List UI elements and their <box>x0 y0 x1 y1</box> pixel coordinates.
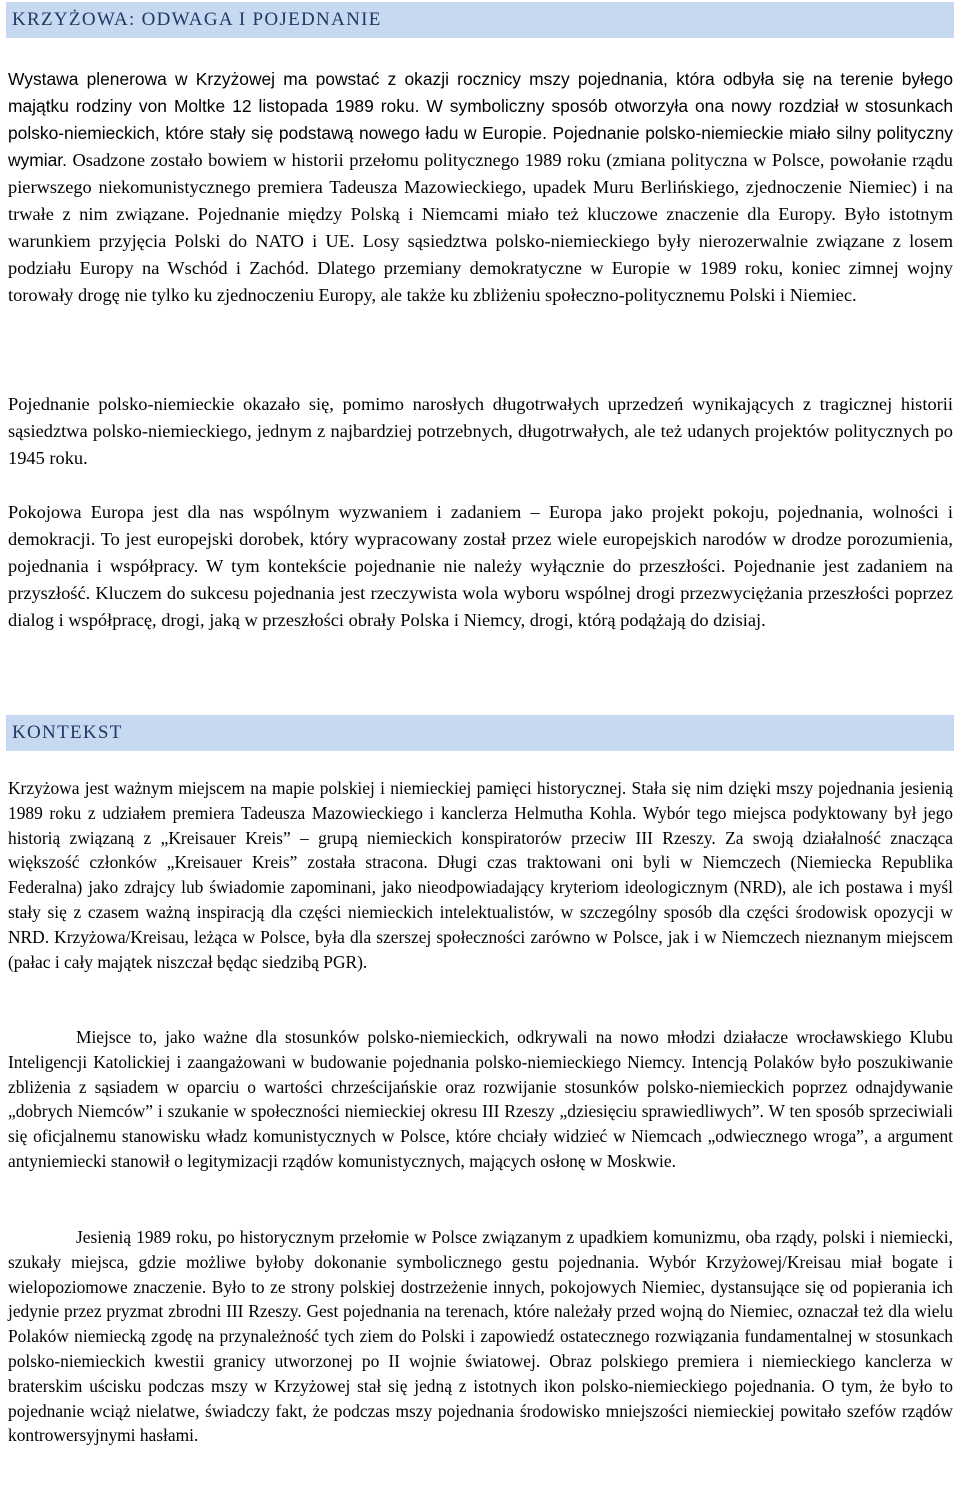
intro-sans-text: Wystawa plenerowa w Krzyżowej ma powstać z okazji rocznicy mszy pojednania, która odbyła się na terenie byłego majątku rodziny von Moltke 12 listopada 1989 roku. W symboliczny sposób otworzyła ona nowy rozdział w stosunkach polsko-niemieckich, które stały się podstawą nowego ładu w Europie. Pojednanie polsko-niemieckie miało silny polityczny wymiar. <box>8 69 953 170</box>
section-title: KRZYŻOWA: ODWAGA I POJEDNANIE <box>12 9 382 30</box>
context-paragraph-3: Jesienią 1989 roku, po historycznym przełomie w Polsce związanym z upadkiem komunizmu, oba rządy, polski i niemiecki, szukały miejsca, gdzie możliwe byłoby dokonanie symbolicznego gestu pojednania. Wybór Krzyżowej/Kreisau miał bogate i wielopoziomowe znaczenie. Było to ze strony polskiej dostrzeżenie innych, pokojowych Niemiec, dystansujące się od popierania ich jedynie przez pryzmat zbrodni III Rzeszy. Gest pojednania na terenach, które należały przed wojną do Niemiec, oznaczał też dla wielu Polaków niemiecką zgodę na przynależność tych ziem do Polski i zapowiedź ostatecznego rozwiązania fundamentalnej w stosunkach polsko-niemieckich kwestii granicy utworzonej po II wojnie światowej. Obraz polskiego premiera i niemieckiego kanclerza w braterskim uścisku podczas mszy w Krzyżowej stał się jedną z istotnych ikon polsko-niemieckiego pojednania. O tym, że było to pojednanie wciąż nielatwe, świadczy fakt, że podczas mszy pojednania środowisko mniejszości niemieckiej powitało szefów rządów kontrowersyjnymi hasłami. <box>8 1227 953 1446</box>
section-banner-title <box>6 2 954 38</box>
intro-serif-text: Osadzone zostało bowiem w historii przełomu politycznego 1989 roku (zmiana polityczna w Polsce, powołanie rządu pierwszego niekomunistycznego premiera Tadeusza Mazowieckiego, upadek Muru Berlińskiego, zjednoczenie Niemiec) i na trwałe z nim związane. Pojednanie między Polską i Niemcami miało też kluczowe znaczenie dla Europy. Było istotnym warunkiem przyjęcia Polski do NATO i UE. Losy sąsiedztwa polsko-niemieckiego były nierozerwalnie związane z losem podziału Europy na Wschód i Zachód. Dlatego przemiany demokratyczne w Europie w 1989 roku, koniec zimnej wojny torowały drogę nie tylko ku zjednoczeniu Europy, ale także ku zbliżeniu społeczno-politycznemu Polski i Niemiec. <box>8 150 953 305</box>
section-banner-context <box>6 715 954 751</box>
context-paragraph-1: Krzyżowa jest ważnym miejscem na mapie polskiej i niemieckiej pamięci historycznej. Stała się nim dzięki mszy pojednania jesienią 1989 roku z udziałem premiera Tadeusza Mazowieckiego i kanclerza Helmutha Kohla. Wybór tego miejsca podyktowany był jego historią związaną z „Kreisauer Kreis” – grupą niemieckich konspiratorów przeciw III Rzeszy. Za swoją działalność znacząca większość członków „Kreisauer Kreis” została stracona. Długi czas traktowani oni byli w Niemczech (Niemiecka Republika Federalna) jako zdrajcy lub świadomie zapominani, jako nieodpowiadający kryteriom ideologicznym (NRD), ale ich postawa i myśl stały się z czasem ważną inspiracją dla części niemieckich intelektualistów, w szczególny sposób dla części środowisk opozycji w NRD. Krzyżowa/Kreisau, leżąca w Polsce, była dla szerszej społeczności zarówno w Polsce, jak i w Niemczech nieznanym miejscem (pałac i cały majątek niszczał będąc siedzibą PGR). <box>8 778 953 972</box>
section-title: KONTEKST <box>12 722 123 743</box>
reconciliation-paragraph: Pojednanie polsko-niemieckie okazało się, pomimo narosłych długotrwałych uprzedzeń wynikających z tragicznej historii sąsiedztwa polsko-niemieckiego, jednym z najbardziej potrzebnych, długotrwałych, ale też udanych projektów politycznych po 1945 roku. <box>8 394 953 468</box>
intro-paragraph <box>8 66 953 309</box>
context-paragraph-2: Miejsce to, jako ważne dla stosunków polsko-niemieckich, odkrywali na nowo młodzi działacze wrocławskiego Klubu Inteligencji Katolickiej i zaangażowani w budowanie pojednania polsko-niemieckiego Niemcy. Intencją Polaków było poszukiwanie zbliżenia z sąsiadem w oparciu o wartości chrześcijańskie oraz rozwijanie stosunków polsko-niemieckich poprzez odnajdywanie „dobrych Niemców” i szukanie w społeczności niemieckiej okresu III Rzeszy „dziesięciu sprawiedliwych”. W ten sposób sprzeciwiali się oficjalnemu stanowisku władz komunistycznych w Polsce, które chciały widzieć w Niemcach „odwiecznego wroga”, a argument antyniemiecki stanowił o legitymizacji rządów komunistycznych, mających osłonę w Moskwie. <box>8 1027 953 1171</box>
europe-paragraph: Pokojowa Europa jest dla nas wspólnym wyzwaniem i zadaniem – Europa jako projekt pokoju, pojednania, wolności i demokracji. To jest europejski dorobek, który wypracowany został przez wiele europejskich narodów w drodze porozumienia, pojednania i współpracy. W tym kontekście pojednanie nie należy wyłącznie do przeszłości. Pojednanie jest zadaniem na przyszłość. Kluczem do sukcesu pojednania jest rzeczywista wola wyboru wspólnej drogi przezwyciężania przeszłości poprzez dialog i współpracę, drogi, jaką w przeszłości obrały Polska i Niemcy, drogi, którą podążają do dzisiaj. <box>8 502 953 630</box>
